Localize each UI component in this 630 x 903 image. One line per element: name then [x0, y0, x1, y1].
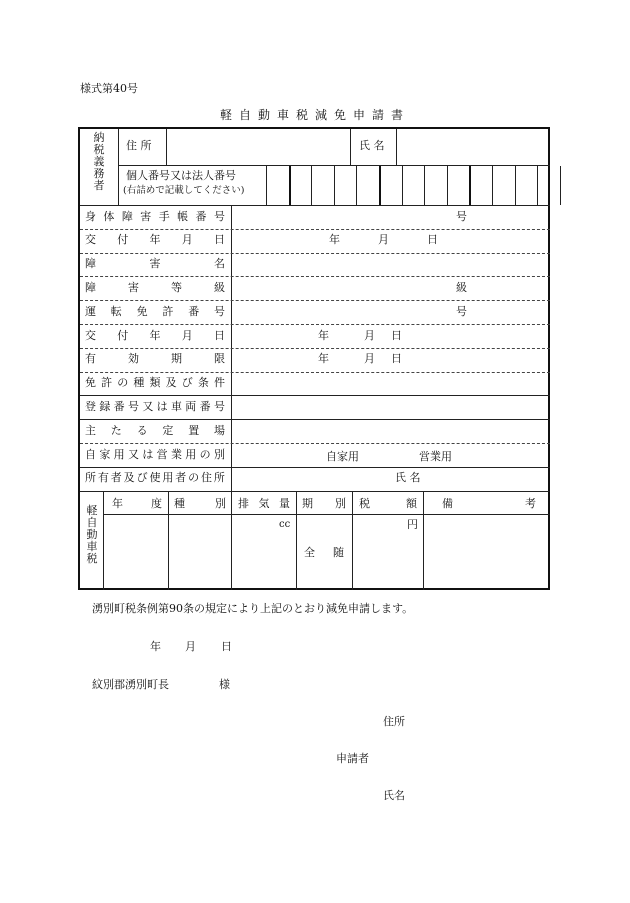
- divider: [334, 166, 335, 205]
- divider: [118, 129, 119, 205]
- application-form: [78, 127, 550, 590]
- row-label: 自 家 用 又 は 営 業 用 の 別: [85, 447, 225, 461]
- column-header-remarks: 備 考: [442, 497, 536, 510]
- form-number: 様式第40号: [80, 82, 138, 95]
- column-header-tax-amount: 税 額: [359, 497, 417, 510]
- owner-name-label: 氏 名: [395, 471, 421, 485]
- divider: [289, 166, 291, 205]
- divider: [80, 395, 550, 396]
- date-unit-label: 月: [364, 352, 375, 366]
- row-label: 有 効 期 限: [85, 352, 225, 366]
- date-day-label: 日: [221, 640, 232, 653]
- applicant-label: 申請者: [336, 752, 369, 765]
- option-business-use[interactable]: 営業用: [419, 450, 452, 463]
- row-label: 登 録 番 号 又 は 車 両 番 号: [85, 399, 225, 413]
- addressee-honorific: 様: [219, 678, 230, 691]
- column-header-displacement: 排 気 量: [238, 497, 290, 510]
- divider: [379, 166, 381, 205]
- divider: [424, 166, 425, 205]
- column-header-type: 種 別: [174, 497, 226, 510]
- divider: [396, 129, 397, 165]
- divider: [80, 491, 550, 492]
- date-year-label: 年: [150, 640, 161, 653]
- applicant-name-label: 氏名: [383, 789, 405, 802]
- column-header-year: 年 度: [112, 497, 162, 510]
- divider: [80, 324, 550, 325]
- row-label: 交 付 年 月 日: [85, 233, 225, 247]
- divider: [80, 467, 550, 468]
- vehicle-tax-section-label: [85, 505, 99, 565]
- row-label: 主 た る 定 置 場: [85, 423, 225, 437]
- taxpayer-section-text: 納 税 義 務 者: [93, 131, 105, 192]
- value-suffix: 号: [456, 304, 467, 318]
- divider: [80, 276, 550, 277]
- row-label: 身 体 障 害 手 帳 番 号: [85, 209, 225, 223]
- date-unit-label: 月: [364, 328, 375, 342]
- divider: [492, 166, 493, 205]
- divider: [560, 166, 561, 205]
- divider: [80, 348, 550, 349]
- name-label: 氏 名: [359, 139, 385, 152]
- divider: [356, 166, 357, 205]
- divider: [80, 372, 550, 373]
- divider: [515, 166, 516, 205]
- id-number-label: 個人番号又は法人番号: [126, 169, 236, 182]
- name-field[interactable]: [398, 131, 548, 163]
- date-unit-label: 年: [329, 233, 340, 247]
- divider: [469, 166, 471, 205]
- address-field[interactable]: [168, 131, 348, 163]
- row-label: 障 害 等 級: [85, 280, 225, 294]
- declaration-text: 湧別町税条例第90条の規定により上記のとおり減免申請します。: [92, 602, 414, 615]
- divider: [80, 229, 550, 230]
- value-suffix: 号: [456, 209, 467, 223]
- period-value-1: 全: [304, 546, 315, 559]
- date-unit-label: 月: [378, 233, 389, 247]
- option-private-use[interactable]: 自家用: [326, 450, 359, 463]
- divider: [402, 166, 403, 205]
- divider: [166, 129, 167, 165]
- divider: [103, 514, 550, 515]
- divider: [80, 419, 550, 420]
- divider: [266, 166, 267, 205]
- divider: [168, 491, 169, 590]
- date-unit-label: 年: [318, 352, 329, 366]
- row-label: 障 害 名: [85, 257, 225, 271]
- row-label: 運 転 免 許 番 号: [85, 304, 225, 318]
- divider: [447, 166, 448, 205]
- id-number-note: (右詰めで記載してください): [123, 185, 245, 196]
- date-unit-label: 日: [391, 328, 402, 342]
- row-label: 免 許 の 種 類 及 び 条 件: [85, 376, 225, 390]
- divider: [80, 443, 550, 444]
- yen-unit: 円: [407, 518, 418, 531]
- divider: [350, 129, 351, 165]
- value-suffix: 級: [456, 280, 467, 294]
- column-header-period: 期 別: [302, 497, 346, 510]
- address-label: 住 所: [126, 139, 152, 152]
- divider: [311, 166, 312, 205]
- period-value-2: 随: [333, 546, 344, 559]
- date-month-label: 月: [185, 640, 196, 653]
- vehicle-tax-section-text: 軽 自 動 車 税: [86, 504, 98, 565]
- divider: [231, 491, 232, 590]
- addressee-name: 紋別郡湧別町長: [92, 678, 169, 691]
- divider: [80, 253, 550, 254]
- date-unit-label: 日: [427, 233, 438, 247]
- form-title: 軽自動車税減免申請書: [219, 108, 410, 122]
- divider: [423, 491, 424, 590]
- divider: [296, 491, 297, 590]
- divider: [80, 205, 550, 206]
- cc-unit: cc: [279, 519, 291, 530]
- taxpayer-section-label: [92, 132, 106, 192]
- divider: [352, 491, 353, 590]
- applicant-address-label: 住所: [383, 715, 405, 728]
- divider: [537, 166, 538, 205]
- row-label: 所 有 者 及 び 使 用 者 の 住 所: [85, 471, 225, 485]
- divider: [103, 491, 104, 590]
- date-unit-label: 日: [391, 352, 402, 366]
- date-unit-label: 年: [318, 328, 329, 342]
- divider: [80, 300, 550, 301]
- row-label: 交 付 年 月 日: [85, 328, 225, 342]
